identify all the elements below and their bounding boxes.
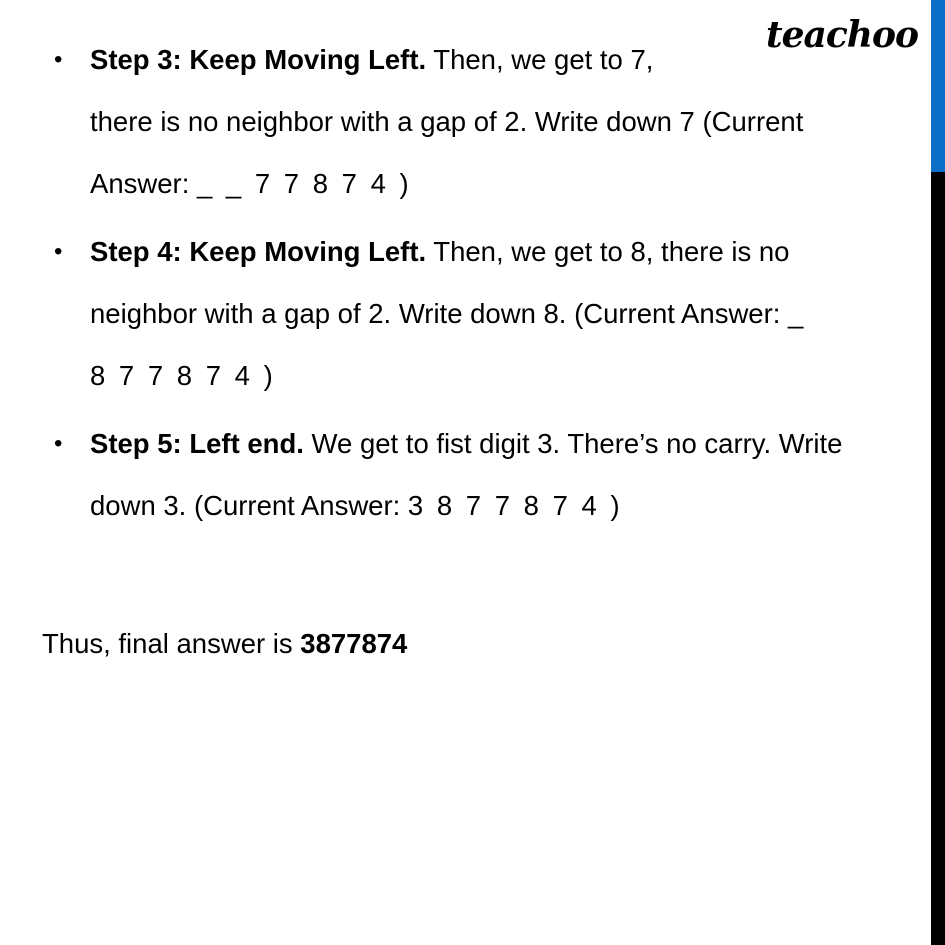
final-answer-line: [42, 627, 407, 661]
teachoo-logo: teachoo: [766, 14, 918, 56]
bullet-icon: •: [54, 238, 63, 265]
step-text: down 3. (Current Answer:: [90, 490, 408, 521]
step-4-line-2: neighbor with a gap of 2. Write down 8. (Current Answer: _: [90, 298, 804, 329]
step-3-label: Step 3: Keep Moving Left.: [90, 44, 427, 75]
current-answer: 8 7 7 8 7 4 ): [90, 360, 276, 391]
final-answer: 3877874: [300, 628, 408, 659]
step-5-line-2: [90, 489, 623, 523]
step-3-line-1: [90, 43, 653, 77]
bullet-icon: •: [54, 46, 63, 73]
step-5-line-1: [90, 427, 842, 461]
step-3-line-2: there is no neighbor with a gap of 2. Write down 7 (Current: [90, 106, 804, 137]
step-text: We get to fist digit 3. There’s no carry. Write: [303, 428, 843, 459]
step-3-line-3: [90, 167, 412, 201]
final-text: Thus, final answer is: [42, 628, 301, 659]
step-text: Answer:: [90, 168, 197, 199]
step-4-line-1: [90, 235, 789, 269]
step-5-label: Step 5: Left end.: [90, 428, 304, 459]
accent-bar-blue: [931, 0, 945, 172]
step-4-label: Step 4: Keep Moving Left.: [90, 236, 427, 267]
accent-bar-black: [931, 172, 945, 945]
current-answer: _ _ 7 7 8 7 4 ): [196, 168, 412, 199]
bullet-icon: •: [54, 430, 63, 457]
step-text: Then, we get to 8, there is no: [426, 236, 790, 267]
current-answer: 3 8 7 7 8 7 4 ): [407, 490, 623, 521]
step-text: Then, we get to 7,: [426, 44, 654, 75]
